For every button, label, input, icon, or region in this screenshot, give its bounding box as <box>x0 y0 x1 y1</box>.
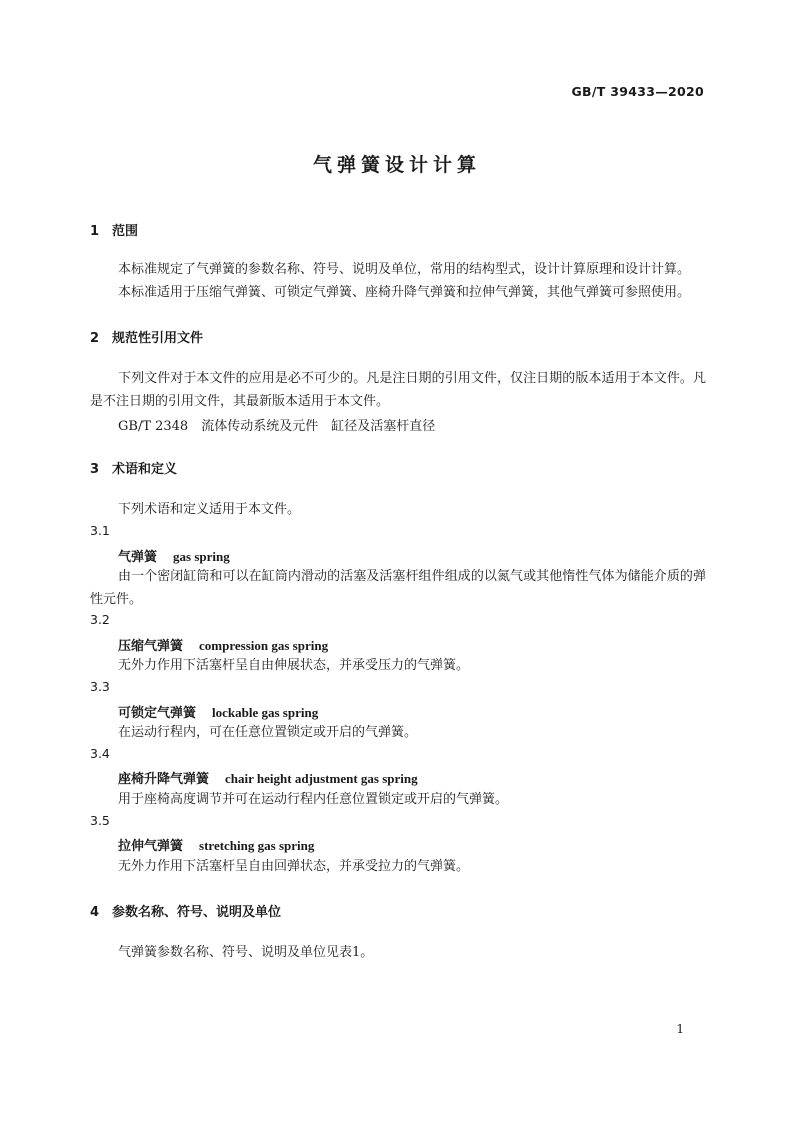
term-definition: 无外力作用下活塞杆呈自由回弹状态，并承受拉力的气弹簧。 <box>118 859 470 874</box>
section-1-title: 范围 <box>112 224 139 239</box>
page-number: 1 <box>676 1022 684 1036</box>
section-4-paragraph-1: 气弹簧参数名称、符号、说明及单位见表1。 <box>118 945 374 960</box>
term-english: gas spring <box>173 549 230 564</box>
section-2-paragraph-1: 下列文件对于本文件的应用是必不可少的。凡是注日期的引用文件，仅注日期的版本适用于本文件。凡是不注日期的引用文件，其最新版本适用于本文件。 <box>90 371 706 409</box>
term-definition: 在运动行程内，可在任意位置锁定或开启的气弹簧。 <box>118 725 418 740</box>
normative-reference: GB/T 2348 流体传动系统及元件 缸径及活塞杆直径 <box>118 419 436 434</box>
term-definition: 无外力作用下活塞杆呈自由伸展状态，并承受压力的气弹簧。 <box>118 658 470 673</box>
term-heading <box>118 546 230 565</box>
section-1-paragraph-1: 本标准规定了气弹簧的参数名称、符号、说明及单位，常用的结构型式，设计计算原理和设计计算。 <box>118 262 691 277</box>
section-3-number: 3 <box>90 462 100 477</box>
term-heading <box>118 702 318 721</box>
term-number: 3.4 <box>90 746 110 761</box>
term-chinese: 座椅升降气弹簧 <box>118 772 210 787</box>
term-definition: 用于座椅高度调节并可在运动行程内任意位置锁定或开启的气弹簧。 <box>118 792 509 807</box>
section-2-number: 2 <box>90 331 100 346</box>
term-english: lockable gas spring <box>212 705 319 720</box>
term-english: compression gas spring <box>199 638 329 653</box>
term-english: chair height adjustment gas spring <box>225 771 418 786</box>
section-1-heading <box>90 220 138 239</box>
standard-number: GB/T 39433—2020 <box>571 84 704 99</box>
term-number: 3.1 <box>90 523 110 538</box>
term-chinese: 气弹簧 <box>118 550 158 565</box>
term-chinese: 可锁定气弹簧 <box>118 706 197 721</box>
term-english: stretching gas spring <box>199 838 315 853</box>
term-heading <box>118 768 418 787</box>
term-definition: 由一个密闭缸筒和可以在缸筒内滑动的活塞及活塞杆组件组成的以氮气或其他惰性气体为储能介质的弹性元件。 <box>90 569 706 607</box>
section-3-title: 术语和定义 <box>112 462 178 477</box>
term-heading <box>118 835 314 854</box>
section-2-heading <box>90 327 203 346</box>
section-1-number: 1 <box>90 224 100 239</box>
term-heading <box>118 635 328 654</box>
section-2-title: 规范性引用文件 <box>112 331 204 346</box>
term-chinese: 压缩气弹簧 <box>118 639 184 654</box>
section-4-title: 参数名称、符号、说明及单位 <box>112 905 282 920</box>
section-3-heading <box>90 458 177 477</box>
section-4-number: 4 <box>90 905 100 920</box>
section-1-paragraph-2: 本标准适用于压缩气弹簧、可锁定气弹簧、座椅升降气弹簧和拉伸气弹簧，其他气弹簧可参照使用。 <box>118 285 691 300</box>
term-number: 3.3 <box>90 679 110 694</box>
section-3-intro: 下列术语和定义适用于本文件。 <box>118 502 301 517</box>
term-chinese: 拉伸气弹簧 <box>118 839 184 854</box>
document-title: 气弹簧设计计算 <box>312 154 481 176</box>
term-number: 3.5 <box>90 813 110 828</box>
section-4-heading <box>90 901 281 920</box>
term-number: 3.2 <box>90 612 110 627</box>
